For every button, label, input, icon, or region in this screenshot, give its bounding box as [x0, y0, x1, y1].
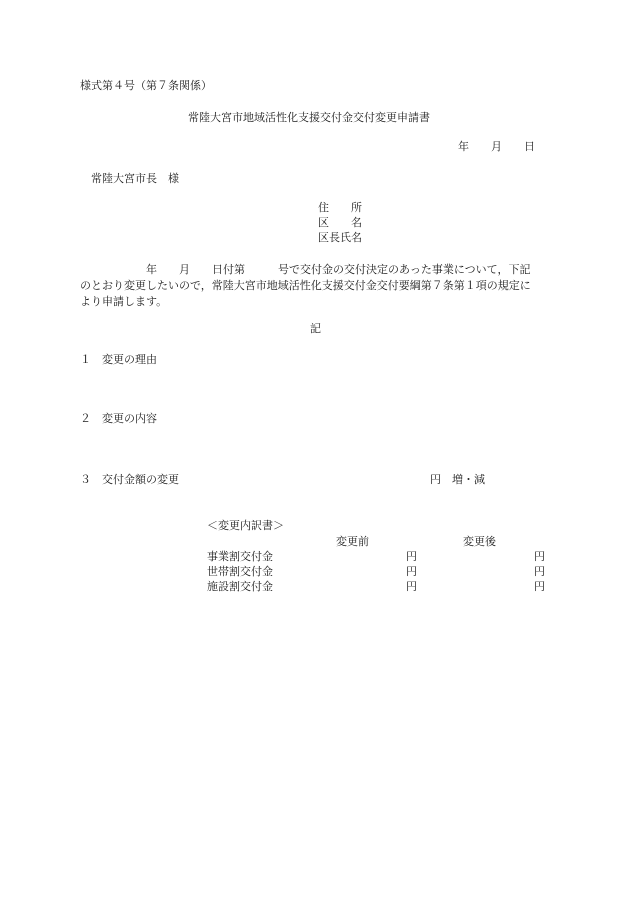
form-number: 様式第４号（第７条関係） — [80, 79, 212, 92]
item-label: 変更の理由 — [102, 353, 157, 366]
body-line: より申請します。 — [80, 295, 168, 308]
addressee: 常陸大宮市長 様 — [91, 172, 179, 185]
address-label: 住 所 — [318, 201, 362, 214]
item-number: １ — [80, 353, 91, 366]
row-label: 施設割交付金 — [207, 580, 273, 593]
row-label: 事業割交付金 — [207, 550, 273, 563]
district-label: 区 名 — [318, 216, 362, 229]
application-body — [80, 262, 556, 310]
body-line: のとおり変更したいので，常陸大宮市地域活性化支援交付金交付要綱第７条第１項の規定に — [80, 279, 531, 292]
before-amount: 円 — [406, 580, 417, 593]
date-line: 年 月 日 — [458, 140, 535, 153]
document-title: 常陸大宮市地域活性化支援交付金交付変更申請書 — [188, 111, 430, 124]
row-label: 世帯割交付金 — [207, 565, 273, 578]
item-label: 交付金額の変更 — [102, 473, 179, 486]
item-label: 変更の内容 — [102, 412, 157, 425]
district-head-name-label: 区長氏名 — [318, 231, 362, 244]
before-amount: 円 — [406, 550, 417, 563]
before-amount: 円 — [406, 565, 417, 578]
column-header-after: 変更後 — [463, 535, 496, 548]
body-line: 年 月 日付第 号で交付金の交付決定のあった事業について，下記 — [80, 263, 531, 276]
after-amount: 円 — [534, 565, 545, 578]
change-amount-field: 円 増・減 — [430, 473, 485, 486]
item-number: ３ — [80, 473, 91, 486]
breakdown-heading: ＜変更内訳書＞ — [207, 519, 284, 532]
after-amount: 円 — [534, 580, 545, 593]
column-header-before: 変更前 — [336, 535, 369, 548]
item-number: ２ — [80, 412, 91, 425]
ki-heading: 記 — [310, 322, 321, 335]
after-amount: 円 — [534, 550, 545, 563]
